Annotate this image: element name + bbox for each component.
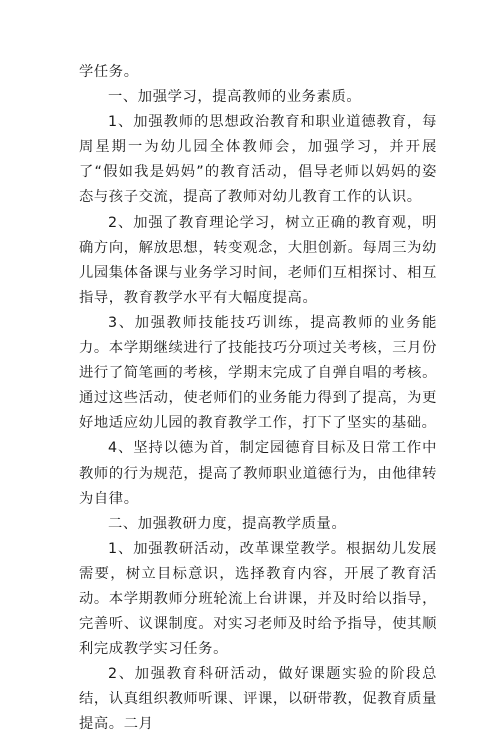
document-body <box>79 60 437 738</box>
paragraph-2-2: 2、加强教育科研活动，做好课题实验的阶段总结，认真组织教师听课、评课，以研带教，促教育质量提高。二月 <box>79 666 437 733</box>
paragraph-1-4: 4、坚持以德为首，制定园德育目标及日常工作中教师的行为规范，提高了教师职业道德行为，由他律转为自律。 <box>79 440 437 507</box>
section-heading-1: 一、加强学习，提高教师的业务素质。 <box>108 89 362 106</box>
paragraph-continuation: 学任务。 <box>79 64 139 80</box>
paragraph-1-1: 1、加强教师的思想政治教育和职业道德教育，每周星期一为幼儿园全体教师会，加强学习，并开展了“假如我是妈妈”的教育活动，倡导老师以妈妈的姿态与孩子交流，提高了教师对幼儿教育工作的认识。 <box>79 114 437 206</box>
section-heading-2: 二、加强教研力度，提高教学质量。 <box>108 515 347 532</box>
paragraph-1-2: 2、加强了教育理论学习，树立正确的教育观，明确方向，解放思想，转变观念，大胆创新。每周三为幼儿园集体备课与业务学习时间，老师们互相探讨、相互指导，教育教学水平有大幅度提高。 <box>79 214 437 306</box>
paragraph-2-1: 1、加强教研活动，改革课堂教学。根据幼儿发展需要，树立目标意识，选择教育内容，开展了教育活动。本学期教师分班轮流上台讲课，并及时给以指导，完善听、议课制度。对实习老师及时给予指导，使其顺利完成教学实习任务。 <box>79 540 437 658</box>
paragraph-1-3: 3、加强教师技能技巧训练，提高教师的业务能力。本学期继续进行了技能技巧分项过关考核，三月份进行了简笔画的考核，学期末完成了自弹自唱的考核。通过这些活动，使老师们的业务能力得到了提高，为更好地适应幼儿园的教育教学工作，打下了坚实的基础。 <box>79 314 437 432</box>
